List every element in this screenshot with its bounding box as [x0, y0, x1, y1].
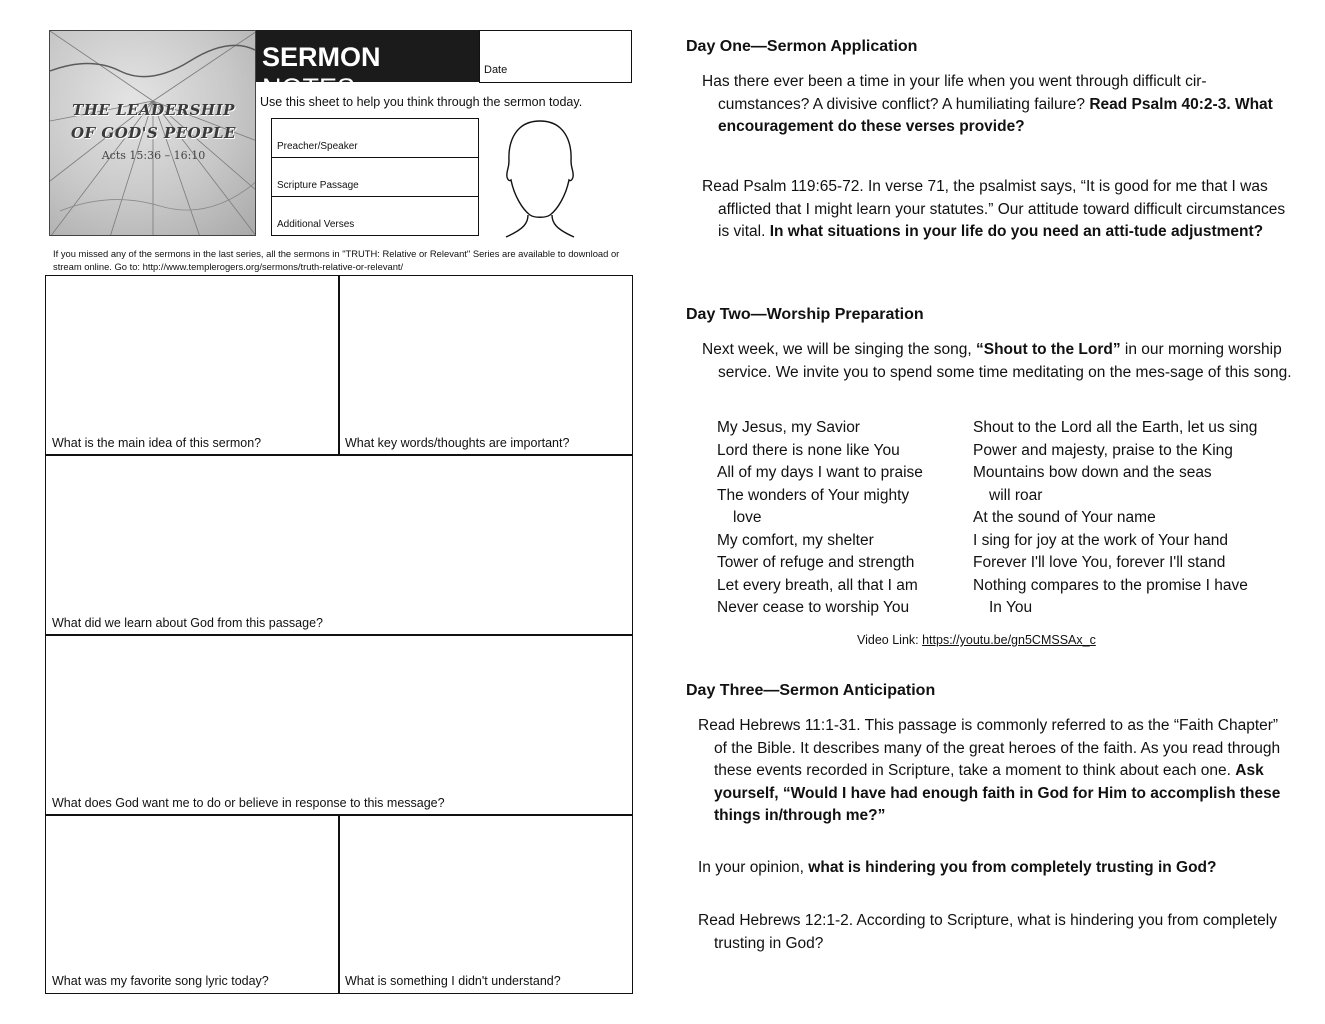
- response-label: What does God want me to do or believe in response to this message?: [52, 796, 445, 810]
- day3-paragraph1: [698, 715, 1294, 828]
- day2-heading: Day Two—Worship Preparation: [686, 306, 924, 323]
- lyric-line: Let every breath, all that I am: [717, 576, 918, 594]
- lyrics-left-column: [717, 417, 967, 620]
- video-link-line: [857, 633, 1096, 647]
- favorite-lyric-box[interactable]: [45, 814, 340, 994]
- lyric-line: My comfort, my shelter: [717, 531, 874, 549]
- learn-about-god-box[interactable]: [45, 454, 633, 636]
- lyric-line: Forever I'll love You, forever I'll stand: [973, 554, 1226, 571]
- didnt-understand-label: What is something I didn't understand?: [345, 974, 561, 988]
- sermon-notes-title: [256, 30, 480, 103]
- lyric-line: Lord there is none like You: [717, 441, 900, 459]
- favorite-lyric-label: What was my favorite song lyric today?: [52, 974, 269, 988]
- main-idea-label: What is the main idea of this sermon?: [52, 436, 262, 450]
- key-words-box[interactable]: [338, 275, 633, 456]
- day3-paragraph3: Read Hebrews 12:1-2. According to Scripture, what is hindering you from completely trusting in God?: [698, 912, 1277, 952]
- lyric-line: I sing for joy at the work of Your hand: [973, 531, 1229, 549]
- series-title-line1: THE LEADERSHIP: [72, 101, 235, 119]
- instructions-text: Use this sheet to help you think through the sermon today.: [260, 95, 583, 109]
- series-title-line2: OF GOD'S PEOPLE: [70, 124, 236, 142]
- video-link-label: Video Link:: [857, 633, 923, 647]
- sermon-series-artwork: [49, 30, 256, 236]
- day2-p1-post: in our morning worship service. We invite you to spend some time meditating on the mes-sage of this song.: [718, 341, 1292, 381]
- lyric-line: Mountains bow down and the seas: [973, 464, 1212, 481]
- lyrics-right-column: [973, 417, 1303, 620]
- day3-p1-text: Read Hebrews 11:1-31. This passage is commonly referred to as the “Faith Chapter” of the Bible. It describes many of the great heroes of the faith. As you read through these events recorded in Scripture, take a moment to think about each one.: [698, 717, 1281, 779]
- day3-p2-bold: what is hindering you from completely trusting in God?: [808, 859, 1217, 876]
- lyric-line: Shout to the Lord all the Earth, let us sing: [973, 419, 1258, 436]
- lyric-line: At the sound of Your name: [973, 509, 1156, 526]
- day1-p2-bold: In what situations in your life do you need an atti-tude adjustment?: [769, 223, 1264, 240]
- title-bold: SERMON: [262, 42, 381, 72]
- day1-heading: Day One—Sermon Application: [686, 38, 918, 55]
- day1-paragraph2: [702, 176, 1296, 244]
- day1-p1-text: Has there ever been a time in your life when you went through difficult cir-cumstances? A divisive conflict? A humiliating failure?: [702, 73, 1207, 113]
- title-rest: NOTES: [262, 73, 356, 103]
- day1-p1-bold: Read Psalm 40:2-3. What encouragement do these verses provide?: [718, 95, 1273, 135]
- video-link[interactable]: https://youtu.be/gn5CMSSAx_c: [922, 633, 1096, 647]
- day2-p1-pre: Next week, we will be singing the song,: [702, 341, 976, 358]
- lyric-line: Nothing compares to the promise I have: [973, 576, 1248, 594]
- day3-p2-text: In your opinion,: [698, 859, 809, 876]
- lyric-line: will roar: [989, 486, 1043, 504]
- missed-sermons-note: If you missed any of the sermons in the last series, all the sermons in "TRUTH: Relative or Relevant" Series are available to download or stream online. Go to: http://www.templerogers.org/sermons/truth-relative-or-relevant/: [53, 248, 620, 272]
- day3-paragraph2: [698, 857, 1294, 880]
- series-reference: Acts 15:36 – 16:10: [101, 149, 206, 162]
- lyric-line: The wonders of Your mighty: [717, 486, 910, 504]
- lyric-line: love: [733, 509, 762, 526]
- additional-verses-field[interactable]: [271, 196, 479, 236]
- lyric-line: Power and majesty, praise to the King: [973, 441, 1233, 459]
- day1-paragraph1: [702, 71, 1296, 139]
- scripture-label: Scripture Passage: [277, 180, 359, 191]
- preacher-label: Preacher/Speaker: [277, 141, 358, 152]
- lyric-line: Never cease to worship You: [717, 599, 910, 616]
- lyric-line: My Jesus, my Savior: [717, 419, 860, 436]
- lyric-line: Tower of refuge and strength: [717, 554, 915, 571]
- date-field[interactable]: [479, 30, 632, 83]
- learn-about-god-label: What did we learn about God from this passage?: [52, 616, 323, 630]
- date-label: Date: [484, 64, 508, 76]
- day2-song-title: “Shout to the Lord”: [975, 341, 1121, 358]
- day1-p2-text: Read Psalm 119:65-72. In verse 71, the psalmist says, “It is good for me that I was afflicted that I might learn your statutes.” Our attitude toward difficult circumstances is vital.: [702, 178, 1286, 240]
- day2-paragraph1: [702, 339, 1296, 384]
- response-box[interactable]: [45, 634, 633, 816]
- lyric-line: In You: [989, 599, 1033, 616]
- day3-heading: Day Three—Sermon Anticipation: [686, 682, 936, 699]
- key-words-label: What key words/thoughts are important?: [345, 436, 570, 450]
- additional-verses-label: Additional Verses: [277, 219, 355, 230]
- didnt-understand-box[interactable]: [338, 814, 633, 994]
- preacher-field[interactable]: [271, 118, 479, 158]
- scripture-passage-field[interactable]: [271, 157, 479, 197]
- day3-p1-bold: Ask yourself, “Would I have had enough faith in God for Him to accomplish these things in/through me?”: [714, 762, 1281, 824]
- head-outline-icon: [500, 115, 580, 240]
- lyric-line: All of my days I want to praise: [717, 464, 923, 481]
- main-idea-box[interactable]: [45, 275, 340, 456]
